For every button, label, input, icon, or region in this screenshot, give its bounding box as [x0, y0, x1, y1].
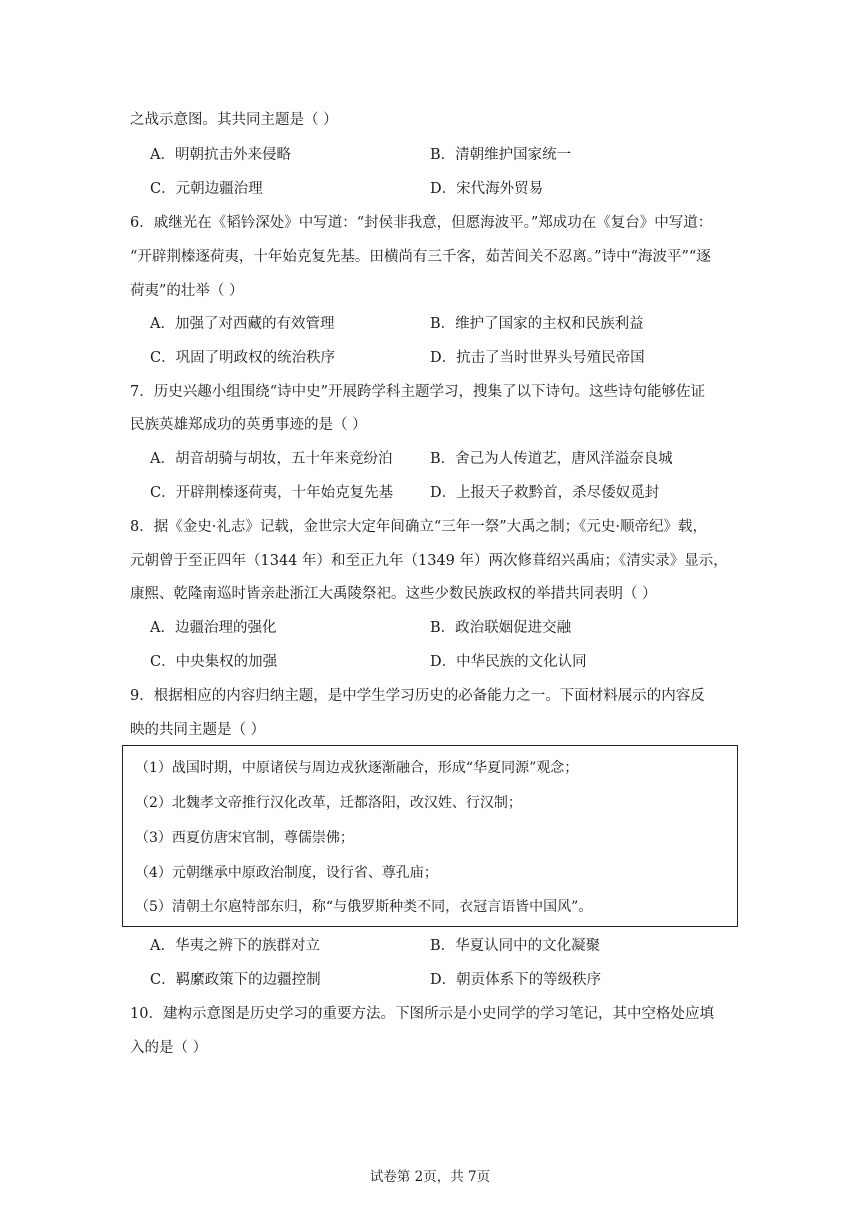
q6-stem-line-1: 6．戚继光在《韬钤深处》中写道：“封侯非我意，但愿海波平。”郑成功在《复台》中写道： [130, 215, 713, 231]
q6-option-a: A．加强了对西藏的有效管理 [150, 316, 335, 332]
q5-stem-tail: 之战示意图。其共同主题是（ ） [130, 112, 338, 128]
q5-option-a: A．明朝抗击外来侵略 [150, 147, 291, 163]
q6-stem-line-3: 荷夷”的壮举（ ） [130, 283, 244, 299]
q8-option-c: C．中央集权的加强 [150, 654, 278, 670]
q9-material-item-3: （3）西夏仿唐宋官制，尊儒崇佛； [135, 830, 354, 846]
q6-option-b: B．维护了国家的主权和民族利益 [430, 316, 644, 332]
q8-stem-line-3: 康熙、乾隆南巡时皆亲赴浙江大禹陵祭祀。这些少数民族政权的举措共同表明（ ） [130, 586, 657, 602]
q6-option-d: D．抗击了当时世界头号殖民帝国 [430, 350, 645, 366]
q5-option-b: B．清朝维护国家统一 [430, 147, 572, 163]
q10-stem-line-1: 10．建构示意图是历史学习的重要方法。下图所示是小史同学的学习笔记，其中空格处应填 [130, 1006, 714, 1022]
q5-option-d: D．宋代海外贸易 [430, 181, 544, 197]
q7-stem-line-2: 民族英雄郑成功的英勇事迹的是（ ） [130, 417, 367, 433]
q7-option-c: C．开辟荆榛逐荷夷，十年始克复先基 [150, 485, 394, 501]
q9-stem-line-2: 映的共同主题是（ ） [130, 722, 266, 738]
q7-stem-line-1: 7．历史兴趣小组围绕“诗中史”开展跨学科主题学习，搜集了以下诗句。这些诗句能够佐证 [130, 384, 706, 400]
q8-option-d: D．中华民族的文化认同 [430, 654, 587, 670]
q9-material-item-1: （1）战国时期，中原诸侯与周边戎狄逐渐融合，形成“华夏同源”观念； [135, 760, 579, 776]
q6-option-c: C．巩固了明政权的统治秩序 [150, 350, 336, 366]
page-footer: 试卷第 2页，共 7页 [369, 1169, 491, 1185]
q9-option-b: B．华夏认同中的文化凝聚 [430, 938, 601, 954]
q7-option-d: D．上报天子救黔首，杀尽倭奴觅封 [430, 485, 660, 501]
q10-stem-line-2: 入的是（ ） [130, 1040, 208, 1056]
q7-option-b: B．舍己为人传道艺，唐风洋溢奈良城 [430, 451, 673, 467]
q5-option-c: C．元朝边疆治理 [150, 181, 263, 197]
q9-option-c: C．羁縻政策下的边疆控制 [150, 972, 321, 988]
q8-option-a: A．边疆治理的强化 [150, 620, 277, 636]
q9-material-item-2: （2）北魏孝文帝推行汉化改革，迁都洛阳，改汉姓、行汉制； [135, 795, 522, 811]
q9-material-item-5: （5）清朝土尔扈特部东归，称“与俄罗斯种类不同，衣冠言语皆中国风”。 [135, 899, 593, 915]
q9-material-box [122, 745, 738, 927]
q9-option-d: D．朝贡体系下的等级秩序 [430, 972, 602, 988]
q7-option-a: A．胡音胡骑与胡妆，五十年来竞纷泊 [150, 451, 393, 467]
q9-stem-line-1: 9．根据相应的内容归纳主题，是中学生学习历史的必备能力之一。下面材料展示的内容反 [130, 688, 705, 704]
q8-stem-line-1: 8．据《金史·礼志》记载，金世宗大定年间确立“三年一祭”大禹之制；《元史·顺帝纪》载， [130, 519, 708, 535]
q8-option-b: B．政治联姻促进交融 [430, 620, 572, 636]
q6-stem-line-2: “开辟荆榛逐荷夷，十年始克复先基。田横尚有三千客，茹苦间关不忍离。”诗中“海波平”“逐 [130, 249, 711, 265]
q9-material-item-4: （4）元朝继承中原政治制度，设行省、尊孔庙； [135, 865, 438, 881]
q9-option-a: A．华夷之辨下的族群对立 [150, 938, 320, 954]
q8-stem-line-2: 元朝曾于至正四年（1344 年）和至正九年（1349 年）两次修葺绍兴禹庙；《清实录》显示， [130, 553, 728, 569]
